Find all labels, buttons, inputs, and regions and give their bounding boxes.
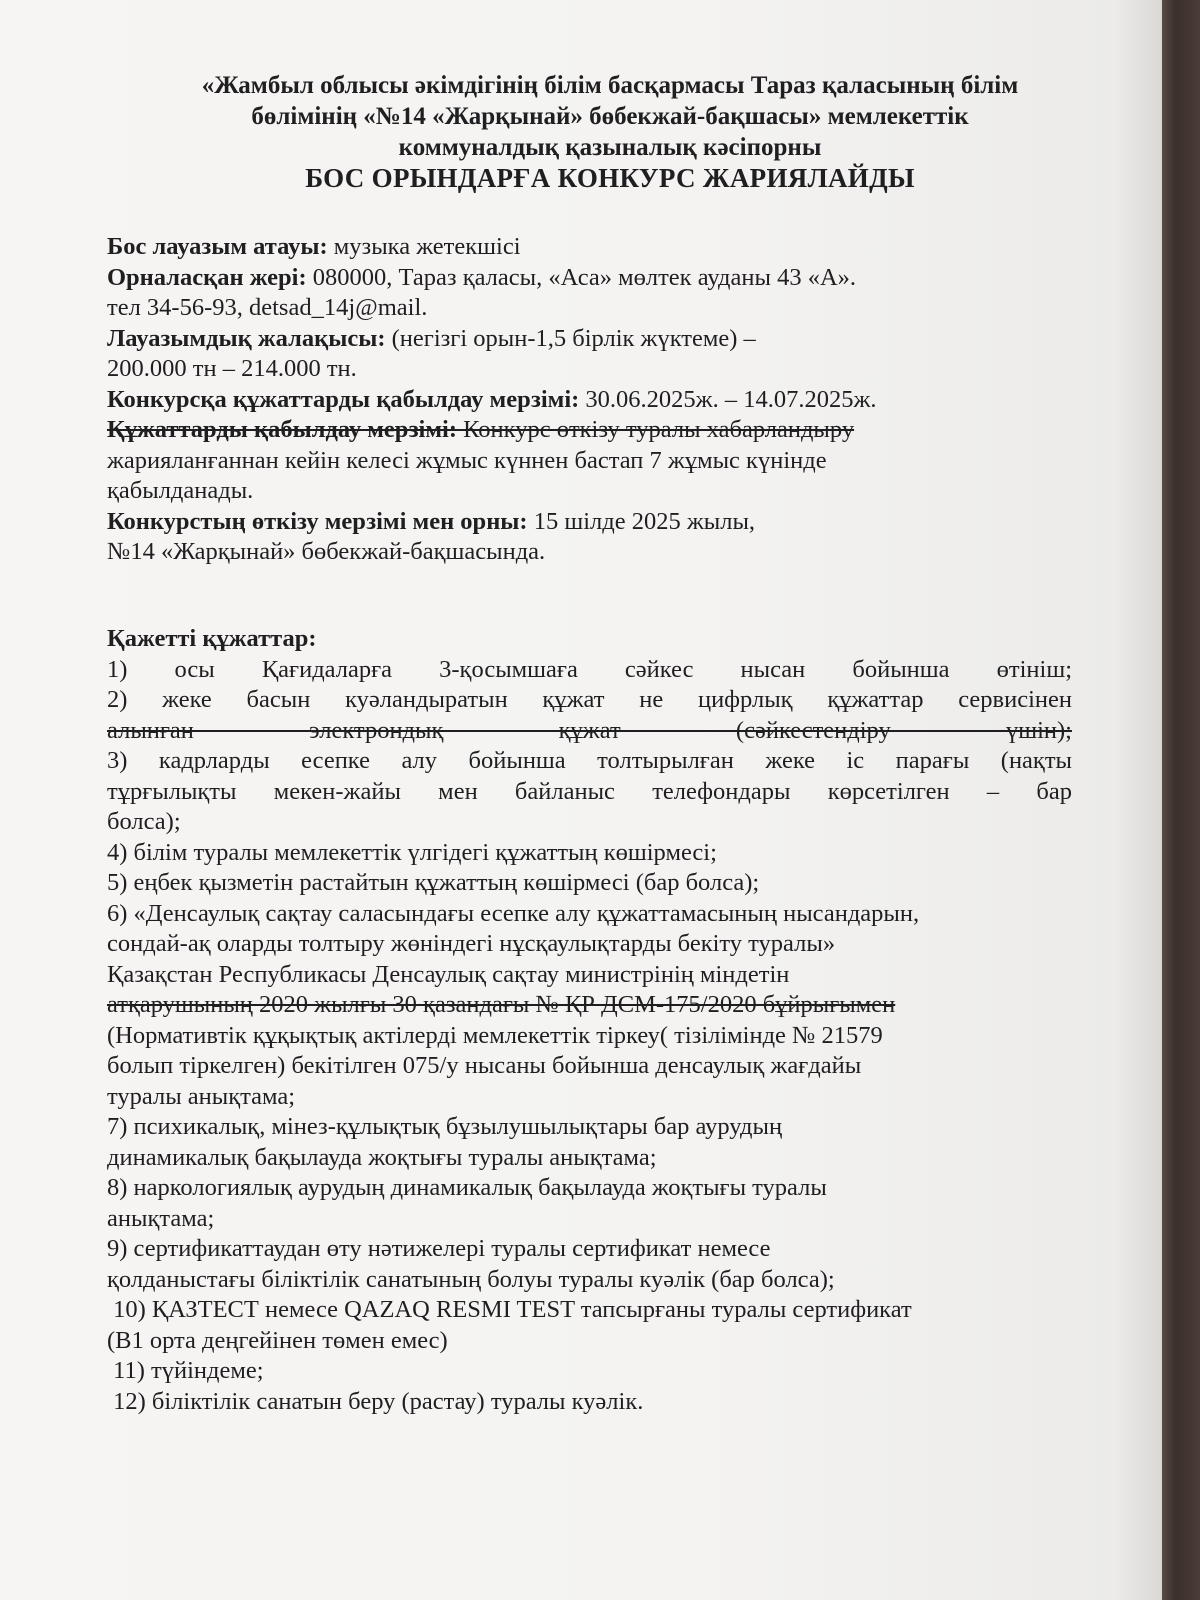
location-label: Орналасқан жері: — [107, 263, 307, 291]
vacancy-info — [107, 232, 1087, 568]
doc-item-7: 7) психикалық, мінез-құлықтық бұзылушылықтары бар аурудың — [107, 1113, 783, 1140]
salary-value: (негізгі орын-1,5 бірлік жүктеме) – — [385, 324, 756, 352]
contest-row — [107, 507, 1087, 538]
salary-row — [107, 324, 1087, 355]
doc-item-8-cont: анықтама; — [107, 1204, 215, 1232]
accept-value-2: жарияланғаннан кейін келесі жұмыс күннен бастап 7 жұмыс күнінде — [107, 446, 827, 474]
deadline-label: Конкурсқа құжаттарды қабылдау мерзімі: — [107, 385, 580, 413]
required-documents — [107, 624, 1072, 1417]
binder-edge — [1162, 0, 1200, 1600]
contest-place: №14 «Жарқынай» бөбекжай-бақшасында. — [107, 538, 546, 565]
docs-title: Қажетті құжаттар: — [107, 625, 317, 652]
accept-row — [107, 415, 1087, 446]
doc-item-9-cont: қолданыстағы біліктілік санатының болуы туралы куәлік (бар болса); — [107, 1265, 835, 1293]
doc-item-3-cont: тұрғылықты мекен-жайы мен байланыс телефондары көрсетілген – бар — [107, 777, 1072, 805]
doc-item-12: 12) біліктілік санатын беру (растау) туралы куәлік. — [107, 1387, 644, 1415]
accept-value-1: Конкурс өткізу туралы хабарландыру — [457, 416, 855, 443]
doc-item-6-l3: Қазақстан Республикасы Денсаулық сақтау министрінің міндетін — [107, 960, 790, 988]
announcement-title: БОС ОРЫНДАРҒА КОНКУРС ЖАРИЯЛАЙДЫ — [305, 163, 915, 193]
header-line-1: «Жамбыл облысы әкімдігінің білім басқармасы Тараз қаласының білім — [201, 72, 1019, 99]
doc-item-6-l7: туралы анықтама; — [107, 1082, 296, 1110]
document-header — [110, 70, 1110, 194]
header-line-3: коммуналдық қазыналық кәсіпорны — [398, 134, 822, 161]
contest-label: Конкурстың өткізу мерзімі мен орны: — [107, 507, 528, 535]
contacts-row: тел 34-56-93, detsad_14j@mail. — [107, 294, 428, 321]
accept-value-3: қабылданады. — [107, 477, 254, 504]
position-label: Бос лауазым атауы: — [107, 233, 328, 260]
doc-item-1: 1) осы Қағидаларға 3-қосымшаға сәйкес нысан бойынша өтініш; — [107, 655, 1072, 683]
deadline-value: 30.06.2025ж. – 14.07.2025ж. — [579, 385, 877, 413]
doc-item-2: 2) жеке басын куәландыратын құжат не цифрлық құжаттар сервисінен — [107, 686, 1072, 713]
accept-label: Құжаттарды қабылдау мерзімі: — [107, 416, 458, 443]
doc-item-9: 9) сертификаттаудан өту нәтижелері туралы сертификат немесе — [107, 1235, 771, 1262]
doc-item-7-cont: динамикалық бақылауда жоқтығы туралы анықтама; — [107, 1143, 657, 1171]
contest-value: 15 шілде 2025 жылы, — [527, 507, 756, 535]
doc-item-6-l2: сондай-ақ оларды толтыру жөніндегі нұсқаулықтарды бекіту туралы» — [107, 930, 836, 957]
doc-item-6-l4: атқарушының 2020 жылғы 30 қазандағы № ҚР ДСМ-175/2020 бұйрығымен — [107, 991, 896, 1018]
salary-range: 200.000 тн – 214.000 тн. — [107, 355, 357, 382]
doc-item-11: 11) түйіндеме; — [107, 1357, 264, 1384]
doc-item-10-cont: (В1 орта деңгейінен төмен емес) — [107, 1326, 448, 1354]
doc-item-6: 6) «Денсаулық сақтау саласындағы есепке алу құжаттамасының нысандарын, — [107, 899, 920, 927]
header-line-2: бөлімінің «№14 «Жарқынай» бөбекжай-бақшасы» мемлекеттік — [251, 103, 969, 130]
doc-item-2-cont: алынған электрондық құжат (сәйкестендіру үшін); — [107, 716, 1072, 744]
doc-item-4: 4) білім туралы мемлекеттік үлгідегі құжаттың көшірмесі; — [107, 838, 717, 866]
position-value: музыка жетекшісі — [327, 233, 521, 260]
location-value: 080000, Тараз қаласы, «Аса» мөлтек ауданы 43 «А». — [306, 263, 857, 291]
doc-item-6-l5: (Нормативтік құқықтық актілерді мемлекеттік тіркеу( тізілімінде № 21579 — [107, 1021, 883, 1049]
doc-item-3-end: болса); — [107, 808, 181, 835]
salary-label: Лауазымдық жалақысы: — [107, 324, 386, 352]
position-row — [107, 232, 1087, 263]
location-row — [107, 263, 1087, 294]
deadline-row — [107, 385, 1087, 416]
doc-item-8: 8) наркологиялық аурудың динамикалық бақылауда жоқтығы туралы — [107, 1174, 827, 1201]
doc-item-5: 5) еңбек қызметін растайтын құжаттың көшірмесі (бар болса); — [107, 869, 760, 896]
doc-item-10: 10) ҚАЗТЕСТ немесе QAZAQ RESMI TEST тапсырғаны туралы сертификат — [107, 1296, 912, 1323]
doc-item-3: 3) кадрларды есепке алу бойынша толтырылған жеке іс парағы (нақты — [107, 747, 1072, 774]
doc-item-6-l6: болып тіркелген) бекітілген 075/у нысаны бойынша денсаулық жағдайы — [107, 1052, 862, 1079]
